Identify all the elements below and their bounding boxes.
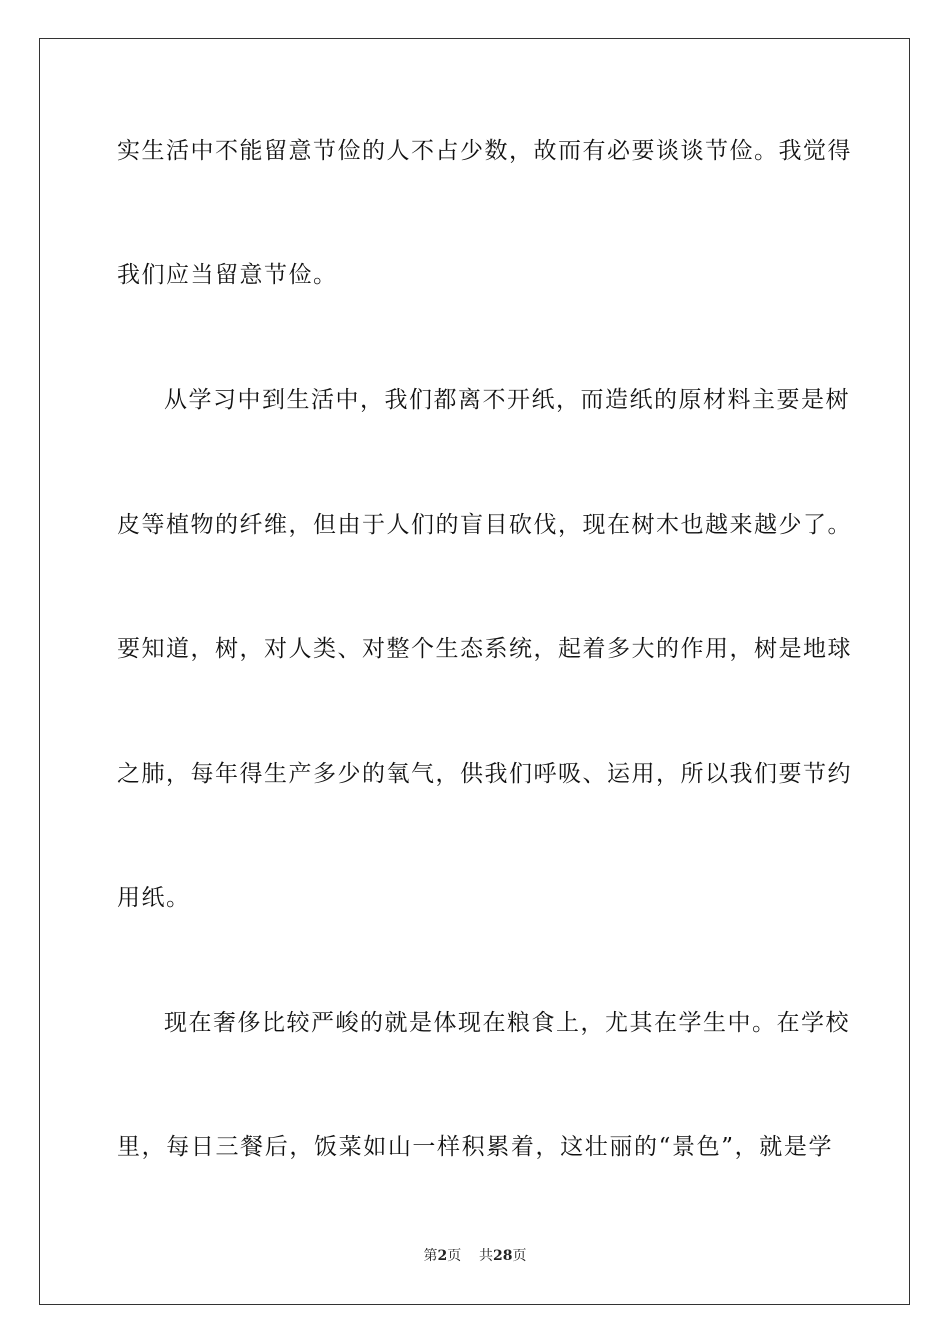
paragraph-first-line: 现在奢侈比较严峻的就是体现在粮食上，尤其在学生中。在学校 [164, 1010, 850, 1036]
total-page-count: 28 [493, 1248, 513, 1264]
text-line: 皮等植物的纤维，但由于人们的盲目砍伐，现在树木也越来越少了。 [117, 512, 852, 538]
total-prefix: 共 [479, 1248, 494, 1264]
text-line: 我们应当留意节俭。 [117, 262, 338, 288]
text-line: 用纸。 [117, 885, 191, 911]
page-border [39, 38, 910, 1305]
total-suffix: 页 [512, 1248, 527, 1264]
page-prefix: 第 [423, 1248, 438, 1264]
page-footer [0, 1247, 950, 1265]
paragraph-first-line: 从学习中到生活中，我们都离不开纸，而造纸的原材料主要是树 [164, 387, 850, 413]
text-line: 里，每日三餐后，饭菜如山一样积累着，这壮丽的“景色”，就是学 [117, 1134, 833, 1160]
text-line: 实生活中不能留意节俭的人不占少数，故而有必要谈谈节俭。我觉得 [117, 138, 852, 164]
text-line: 要知道，树，对人类、对整个生态系统，起着多大的作用，树是地球 [117, 636, 852, 662]
current-page-number: 2 [437, 1248, 448, 1264]
page-suffix: 页 [447, 1248, 462, 1264]
text-line: 之肺，每年得生产多少的氧气，供我们呼吸、运用，所以我们要节约 [117, 761, 852, 787]
